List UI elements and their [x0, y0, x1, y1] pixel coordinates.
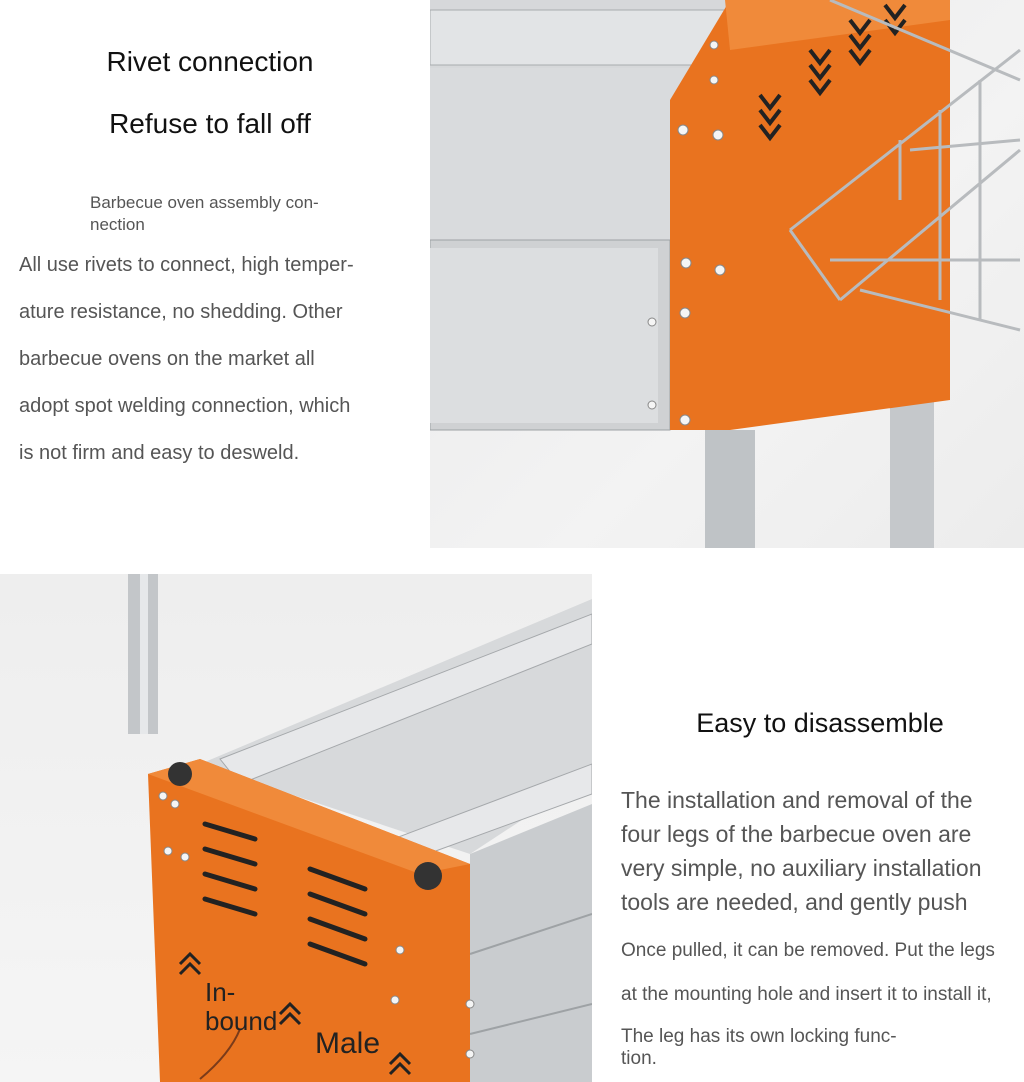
- top-title-line-2: Refuse to fall off: [109, 108, 311, 139]
- top-subtitle-line-1: Barbecue oven assembly con-: [90, 193, 319, 212]
- bottom-paragraph-line-1: The installation and removal of the: [621, 787, 973, 813]
- top-paragraph-line-5: is not firm and easy to desweld.: [19, 442, 300, 464]
- bottom-note-line-4: tion.: [621, 1048, 657, 1069]
- bottom-note-line-1: Once pulled, it can be removed. Put the legs: [621, 940, 995, 961]
- bottom-paragraph-line-3: very simple, no auxiliary installation: [621, 855, 982, 881]
- bottom-paragraph-line-2: four legs of the barbecue oven are: [621, 821, 972, 847]
- rivet-connection-photo: [430, 0, 1024, 548]
- bottom-note-line-3: The leg has its own locking func-: [621, 1026, 897, 1047]
- bottom-title: Easy to disassemble: [696, 708, 944, 738]
- top-title-line-1: Rivet connection: [106, 46, 314, 77]
- top-paragraph-line-2: ature resistance, no shedding. Other: [19, 301, 343, 323]
- top-subtitle-line-2: nection: [90, 215, 145, 234]
- bottom-paragraph-line-4: tools are needed, and gently push: [621, 889, 968, 915]
- grill-end-illustration: [0, 574, 592, 1082]
- top-paragraph-line-4: adopt spot welding connection, which: [19, 395, 351, 417]
- disassemble-photo: [0, 574, 592, 1082]
- bottom-note-line-2: at the mounting hole and insert it to install it,: [621, 984, 992, 1005]
- top-paragraph-line-1: All use rivets to connect, high temper-: [19, 254, 354, 276]
- label-inbound-line-2: bound: [205, 1006, 278, 1036]
- label-male: Male: [315, 1027, 381, 1060]
- label-inbound-line-1: In-: [205, 977, 236, 1007]
- top-paragraph-line-3: barbecue ovens on the market all: [19, 348, 315, 370]
- grill-side-illustration: [430, 0, 1024, 548]
